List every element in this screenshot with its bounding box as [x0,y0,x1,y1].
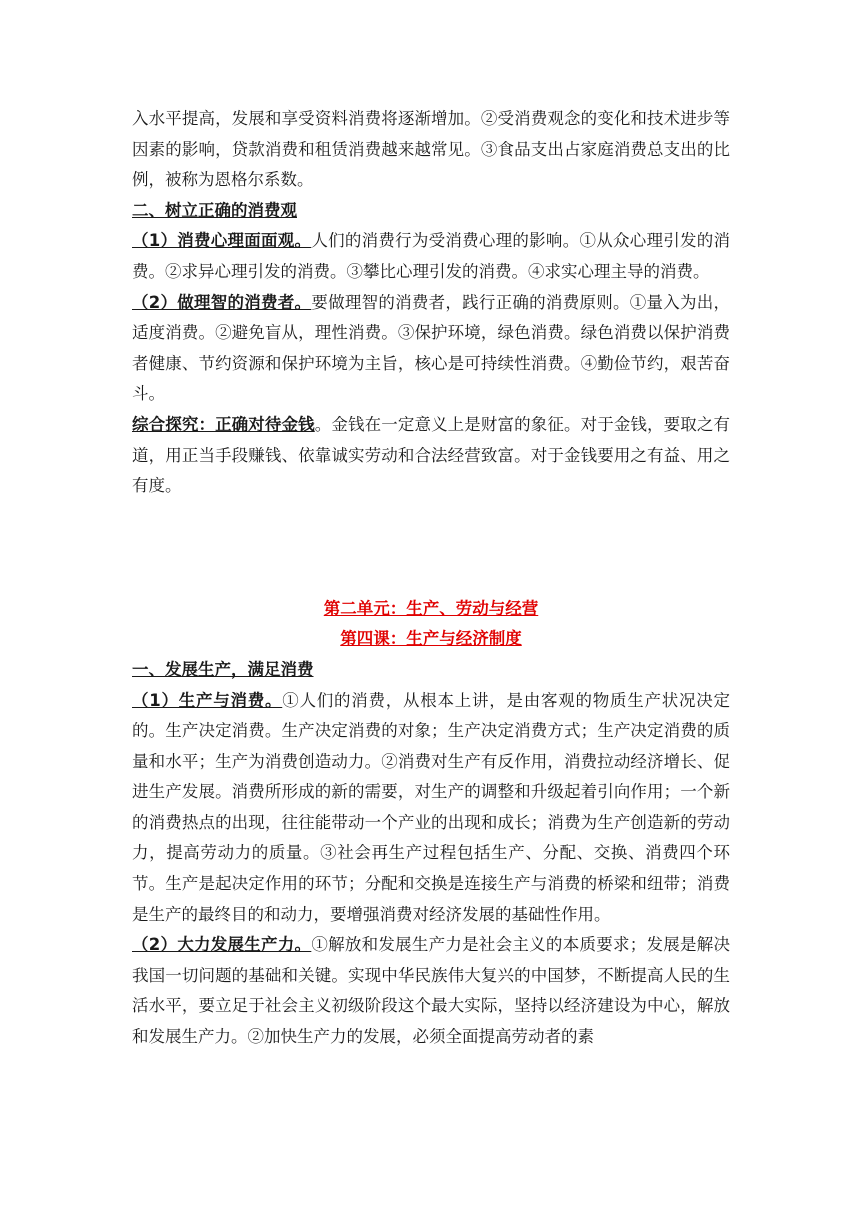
paragraph-production-consumption: （1）生产与消费。①人们的消费，从根本上讲，是由客观的物质生产状况决定的。生产决定消费。生产决定消费的对象；生产决定消费方式；生产决定消费的质量和水平；生产为消费创造动力。②消费对生产有反作用，消费拉动经济增长、促进生产发展。消费所形成的新的需要，对生产的调整和升级起着引向作用；一个新的消费热点的出现，往往能带动一个产业的出现和成长；消费为生产创造新的劳动力，提高劳动力的质量。③社会再生产过程包括生产、分配、交换、消费四个环节。生产是起决定作用的环节；分配和交换是连接生产与消费的桥梁和纽带；消费是生产的最终目的和动力，要增强消费对经济发展的基础性作用。 [132,690,731,924]
paragraph-productivity: （2）大力发展生产力。①解放和发展生产力是社会主义的本质要求；发展是解决我国一切问题的基础和关键。实现中华民族伟大复兴的中国梦，不断提高人民的生活水平，要立足于社会主义初级阶段这个最大实际，坚持以经济建设为中心，解放和发展生产力。②加快生产力的发展，必须全面提高劳动者的素 [132,935,731,1047]
spacer [132,502,730,594]
paragraph-consumer-psychology: （1）消费心理面面观。人们的消费行为受消费心理的影响。①从众心理引发的消费。②求异心理引发的消费。③攀比心理引发的消费。④求实心理主导的消费。 [132,231,731,281]
subheading: （1）消费心理面面观。 [132,231,312,251]
section-heading-consumption-view: 二、树立正确的消费观 [132,200,297,220]
unit-title: 第二单元：生产、劳动与经营 [323,598,539,618]
subheading: （2）做理智的消费者。 [132,292,312,312]
lesson-title: 第四课：生产与经济制度 [340,629,522,649]
paragraph-money: 综合探究：正确对待金钱。金钱在一定意义上是财富的象征。对于金钱，要取之有道，用正当手段赚钱、依靠诚实劳动和合法经营致富。对于金钱要用之有益、用之有度。 [132,414,731,496]
subheading: （2）大力发展生产力。 [132,935,312,955]
paragraph-rational-consumer: （2）做理智的消费者。要做理智的消费者，践行正确的消费原则。①量入为出，适度消费。②避免盲从，理性消费。③保护环境，绿色消费。绿色消费以保护消费者健康、节约资源和保护环境为主旨，核心是可持续性消费。④勤俭节约，艰苦奋斗。 [132,292,731,404]
subheading: （1）生产与消费。 [132,690,283,710]
subheading: 综合探究：正确对待金钱 [132,414,315,434]
paragraph-engel: 入水平提高，发展和享受资料消费将逐渐增加。②受消费观念的变化和技术进步等因素的影响，贷款消费和租赁消费越来越常见。③食品支出占家庭消费总支出的比例，被称为恩格尔系数。 [132,109,730,190]
section-heading-production: 一、发展生产，满足消费 [132,659,314,679]
document-page [132,104,730,1053]
